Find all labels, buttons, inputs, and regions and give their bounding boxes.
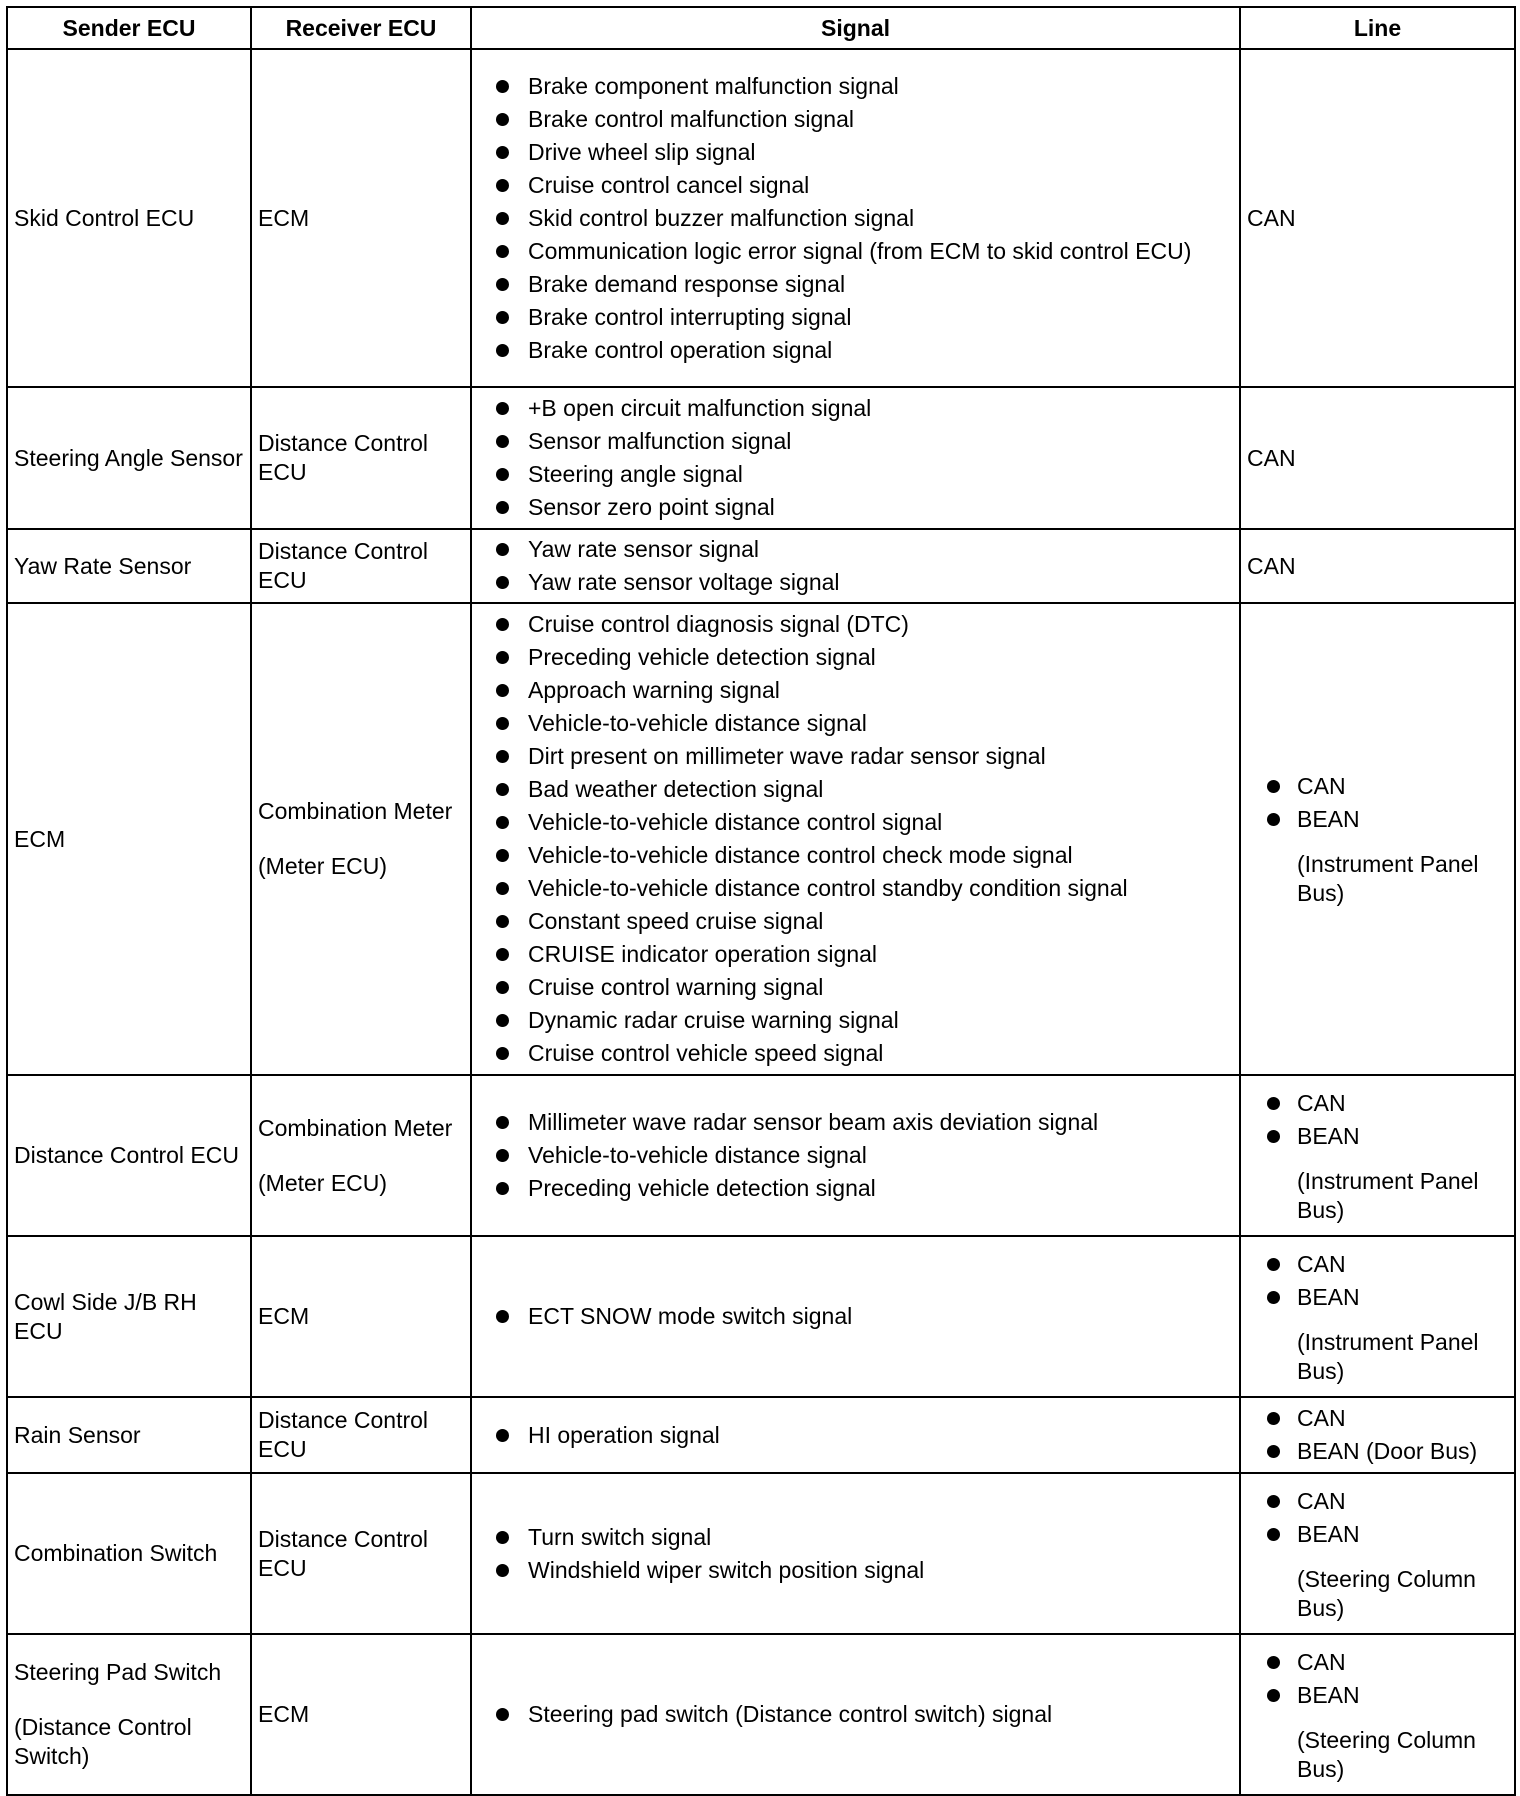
bullet-icon <box>1267 813 1280 826</box>
bullet-icon <box>1267 1258 1280 1271</box>
signal-item: Vehicle-to-vehicle distance control signal <box>478 806 1233 839</box>
receiver-cell <box>251 603 471 1075</box>
line-item: BEAN <box>1247 1679 1508 1712</box>
signal-item: Turn switch signal <box>478 1521 1233 1554</box>
bullet-icon <box>496 849 509 862</box>
bullet-icon <box>496 435 509 448</box>
signal-cell <box>471 603 1240 1075</box>
sender-sub: (Distance Control Switch) <box>14 1714 192 1769</box>
bullet-icon <box>496 212 509 225</box>
bullet-icon <box>496 245 509 258</box>
bullet-icon <box>496 915 509 928</box>
line-item: BEAN <box>1247 803 1508 836</box>
signal-item: Brake component malfunction signal <box>478 70 1233 103</box>
sender-cell: ECM <box>7 603 251 1075</box>
line-note: (Steering Column Bus) <box>1297 1726 1476 1782</box>
bullet-icon <box>1267 780 1280 793</box>
receiver-cell: ECM <box>251 1236 471 1397</box>
signal-item: Sensor malfunction signal <box>478 425 1233 458</box>
signal-item: Cruise control vehicle speed signal <box>478 1037 1233 1070</box>
bullet-icon <box>496 146 509 159</box>
bullet-icon <box>496 651 509 664</box>
receiver-cell: Distance Control ECU <box>251 1397 471 1473</box>
receiver-sub: (Meter ECU) <box>258 853 388 879</box>
bullet-icon <box>496 1708 509 1721</box>
bullet-icon <box>496 344 509 357</box>
ecu-signal-table <box>6 6 1516 1796</box>
bullet-icon <box>496 1564 509 1577</box>
receiver-cell: Distance Control ECU <box>251 387 471 529</box>
line-item: BEAN <box>1247 1518 1508 1551</box>
signal-item: Steering pad switch (Distance control switch) signal <box>478 1698 1233 1731</box>
bullet-icon <box>1267 1495 1280 1508</box>
sender-cell: Yaw Rate Sensor <box>7 529 251 603</box>
signal-item: Constant speed cruise signal <box>478 905 1233 938</box>
bullet-icon <box>496 1047 509 1060</box>
signal-item: Brake control operation signal <box>478 334 1233 367</box>
table-row <box>7 49 1515 387</box>
signal-item: Dynamic radar cruise warning signal <box>478 1004 1233 1037</box>
bullet-icon <box>1267 1291 1280 1304</box>
signal-item: Cruise control diagnosis signal (DTC) <box>478 608 1233 641</box>
signal-item: Yaw rate sensor signal <box>478 533 1233 566</box>
bullet-icon <box>496 468 509 481</box>
receiver-name: Combination Meter <box>258 1114 453 1141</box>
bullet-icon <box>496 1014 509 1027</box>
signal-item: Dirt present on millimeter wave radar sensor signal <box>478 740 1233 773</box>
line-item: CAN <box>1247 1485 1508 1518</box>
signal-item: CRUISE indicator operation signal <box>478 938 1233 971</box>
sender-cell: Steering Angle Sensor <box>7 387 251 529</box>
bullet-icon <box>496 576 509 589</box>
line-cell <box>1240 1634 1515 1795</box>
line-item: BEAN (Door Bus) <box>1247 1435 1508 1468</box>
line-cell: CAN <box>1240 387 1515 529</box>
signal-item: Bad weather detection signal <box>478 773 1233 806</box>
signal-cell <box>471 1075 1240 1236</box>
line-cell: CAN <box>1240 529 1515 603</box>
receiver-cell <box>251 1075 471 1236</box>
signal-cell <box>471 1397 1240 1473</box>
signal-item: Preceding vehicle detection signal <box>478 641 1233 674</box>
table-row <box>7 1397 1515 1473</box>
bullet-icon <box>1267 1656 1280 1669</box>
sender-name: Steering Pad Switch <box>14 1659 222 1685</box>
line-item: CAN <box>1247 1087 1508 1120</box>
bullet-icon <box>496 1429 509 1442</box>
signal-item: Vehicle-to-vehicle distance signal <box>478 1139 1233 1172</box>
signal-item: Preceding vehicle detection signal <box>478 1172 1233 1205</box>
signal-item: Brake control interrupting signal <box>478 301 1233 334</box>
receiver-cell: Distance Control ECU <box>251 1473 471 1634</box>
bullet-icon <box>1267 1689 1280 1702</box>
table-row <box>7 1473 1515 1634</box>
line-cell <box>1240 1236 1515 1397</box>
signal-item: Brake demand response signal <box>478 268 1233 301</box>
sender-cell: Cowl Side J/B RH ECU <box>7 1236 251 1397</box>
line-note: (Instrument Panel Bus) <box>1297 851 1479 906</box>
line-note: (Steering Column Bus) <box>1297 1565 1476 1621</box>
bullet-icon <box>496 717 509 730</box>
bullet-icon <box>496 179 509 192</box>
header-signal: Signal <box>471 7 1240 49</box>
line-item: BEAN <box>1247 1281 1508 1314</box>
signal-item: Vehicle-to-vehicle distance control check mode signal <box>478 839 1233 872</box>
signal-item: Vehicle-to-vehicle distance signal <box>478 707 1233 740</box>
sender-cell: Combination Switch <box>7 1473 251 1634</box>
receiver-cell: Distance Control ECU <box>251 529 471 603</box>
table-row <box>7 1634 1515 1795</box>
header-line: Line <box>1240 7 1515 49</box>
bullet-icon <box>496 1116 509 1129</box>
line-item: CAN <box>1247 770 1508 803</box>
signal-item: Communication logic error signal (from ECM to skid control ECU) <box>478 235 1233 268</box>
receiver-cell: ECM <box>251 1634 471 1795</box>
signal-item: Approach warning signal <box>478 674 1233 707</box>
bullet-icon <box>496 402 509 415</box>
line-cell <box>1240 1473 1515 1634</box>
table-row <box>7 603 1515 1075</box>
line-note: (Instrument Panel Bus) <box>1297 1328 1479 1384</box>
table-row <box>7 387 1515 529</box>
signal-item: HI operation signal <box>478 1419 1233 1452</box>
signal-item: ECT SNOW mode switch signal <box>478 1300 1233 1333</box>
header-row <box>7 7 1515 49</box>
sender-cell: Distance Control ECU <box>7 1075 251 1236</box>
bullet-icon <box>496 278 509 291</box>
table-row <box>7 529 1515 603</box>
signal-cell <box>471 1473 1240 1634</box>
line-item: CAN <box>1247 1402 1508 1435</box>
bullet-icon <box>496 684 509 697</box>
bullet-icon <box>496 816 509 829</box>
table-row <box>7 1075 1515 1236</box>
line-note: (Instrument Panel Bus) <box>1297 1167 1479 1223</box>
bullet-icon <box>1267 1412 1280 1425</box>
bullet-icon <box>496 543 509 556</box>
bullet-icon <box>496 113 509 126</box>
bullet-icon <box>496 80 509 93</box>
signal-cell <box>471 529 1240 603</box>
bullet-icon <box>1267 1445 1280 1458</box>
signal-item: Steering angle signal <box>478 458 1233 491</box>
signal-cell <box>471 1236 1240 1397</box>
signal-item: Yaw rate sensor voltage signal <box>478 566 1233 599</box>
line-item: CAN <box>1247 1646 1508 1679</box>
bullet-icon <box>496 981 509 994</box>
signal-item: Vehicle-to-vehicle distance control standby condition signal <box>478 872 1233 905</box>
signal-item: Millimeter wave radar sensor beam axis deviation signal <box>478 1106 1233 1139</box>
line-cell <box>1240 1075 1515 1236</box>
bullet-icon <box>496 618 509 631</box>
bullet-icon <box>1267 1528 1280 1541</box>
signal-item: Brake control malfunction signal <box>478 103 1233 136</box>
line-cell <box>1240 603 1515 1075</box>
sender-cell <box>7 1634 251 1795</box>
receiver-name: Combination Meter <box>258 798 453 824</box>
signal-item: Cruise control warning signal <box>478 971 1233 1004</box>
bullet-icon <box>496 1531 509 1544</box>
signal-cell <box>471 1634 1240 1795</box>
receiver-sub: (Meter ECU) <box>258 1169 388 1196</box>
header-sender: Sender ECU <box>7 7 251 49</box>
bullet-icon <box>496 1310 509 1323</box>
line-cell <box>1240 1397 1515 1473</box>
signal-cell <box>471 49 1240 387</box>
signal-item: +B open circuit malfunction signal <box>478 392 1233 425</box>
line-cell: CAN <box>1240 49 1515 387</box>
signal-cell <box>471 387 1240 529</box>
bullet-icon <box>496 882 509 895</box>
bullet-icon <box>496 1149 509 1162</box>
bullet-icon <box>1267 1097 1280 1110</box>
header-receiver: Receiver ECU <box>251 7 471 49</box>
sender-cell: Rain Sensor <box>7 1397 251 1473</box>
bullet-icon <box>496 948 509 961</box>
sender-cell: Skid Control ECU <box>7 49 251 387</box>
receiver-cell: ECM <box>251 49 471 387</box>
signal-item: Skid control buzzer malfunction signal <box>478 202 1233 235</box>
bullet-icon <box>496 783 509 796</box>
signal-item: Windshield wiper switch position signal <box>478 1554 1233 1587</box>
signal-item: Drive wheel slip signal <box>478 136 1233 169</box>
table-row <box>7 1236 1515 1397</box>
line-item: BEAN <box>1247 1120 1508 1153</box>
bullet-icon <box>496 501 509 514</box>
line-item: CAN <box>1247 1248 1508 1281</box>
bullet-icon <box>496 750 509 763</box>
signal-item: Cruise control cancel signal <box>478 169 1233 202</box>
bullet-icon <box>496 311 509 324</box>
signal-item: Sensor zero point signal <box>478 491 1233 524</box>
bullet-icon <box>496 1182 509 1195</box>
bullet-icon <box>1267 1130 1280 1143</box>
